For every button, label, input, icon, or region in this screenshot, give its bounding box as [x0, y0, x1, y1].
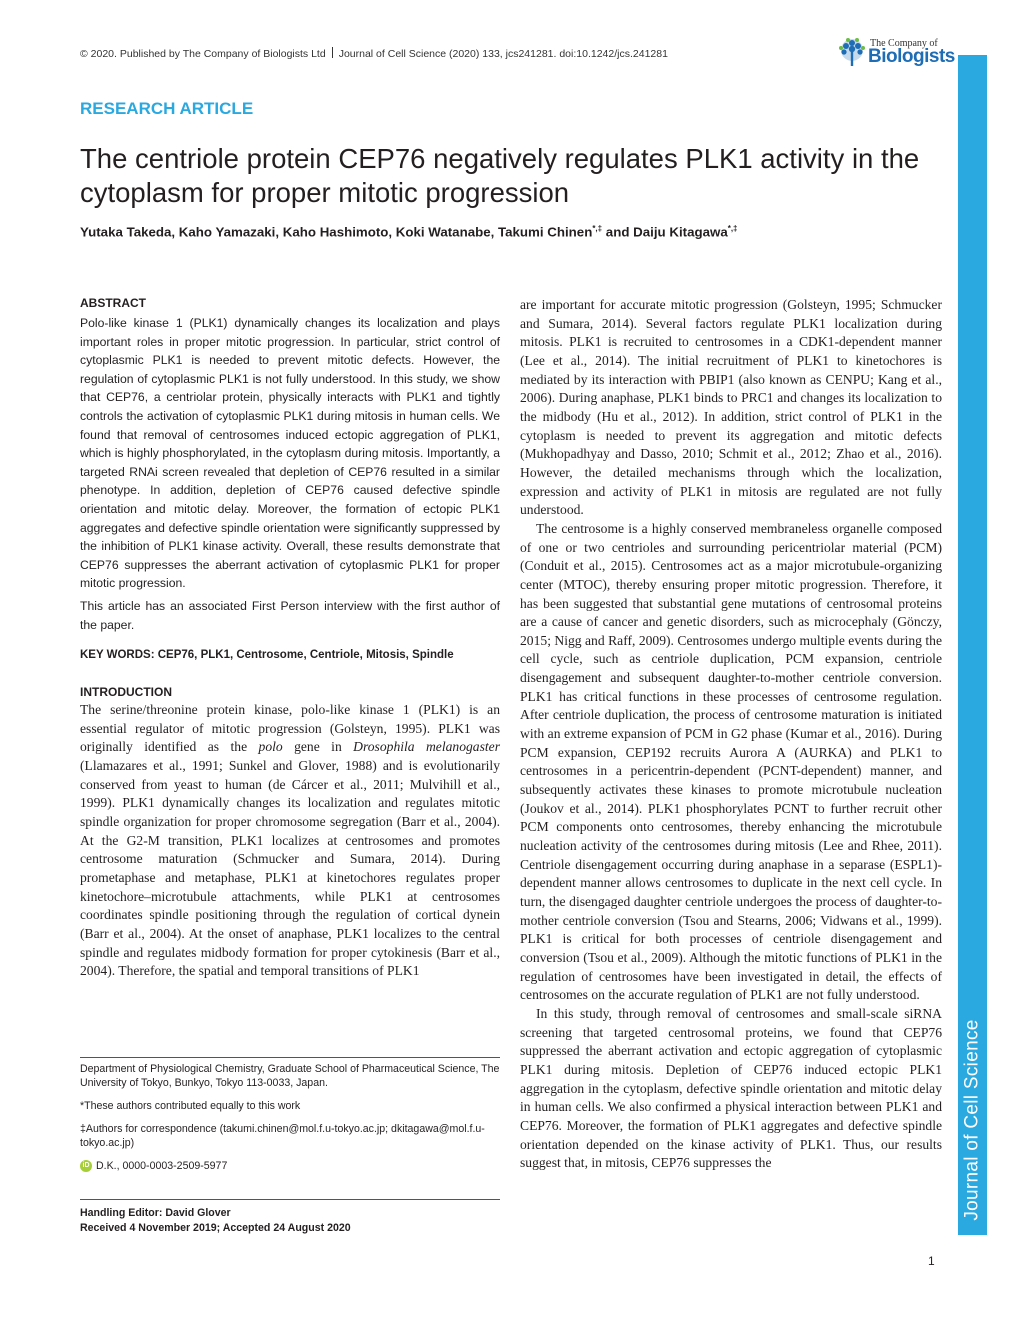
- body-paragraph: In this study, through removal of centrosomes and small-scale siRNA screening that targeted centrosomal proteins, we found that CEP76 suppressed the aberrant activation and ectopic aggregation of cytoplasmic PLK1 during mitosis. Depletion of CEP76 induced ectopic PLK1 aggregation in the cytoplasm, defective spindle orientation and mitotic delay in human cells. We also confirmed a physical interaction between PLK1 and CEP76. Moreover, the formation of PLK1 aggregates and defective spindle orientation depended on the kinase activity of PLK1. Thus, our results suggest that, in mitosis, CEP76 suppresses the: [520, 1005, 942, 1171]
- running-header: [80, 47, 940, 60]
- logo-wordmark: Biologists: [868, 46, 955, 67]
- author-affiliation-mark: *,‡: [727, 224, 738, 233]
- keywords: KEY WORDS: CEP76, PLK1, Centrosome, Centriole, Mitosis, Spindle: [80, 649, 454, 662]
- orcid-link[interactable]: D.K., 0000-0003-2509-5977: [96, 1160, 228, 1172]
- author-affiliation-mark: *,‡: [592, 224, 603, 233]
- abstract-heading: ABSTRACT: [80, 296, 146, 310]
- affiliation: Department of Physiological Chemistry, Graduate School of Pharmaceutical Science, The University of Tokyo, Bunkyo, Tokyo 113-0033, Japan.: [80, 1063, 500, 1089]
- gene-name: polo: [258, 739, 283, 755]
- abstract-section: [80, 296, 500, 661]
- journal-name: Journal of Cell Science: [961, 1019, 983, 1221]
- equal-contribution-note: *These authors contributed equally to this work: [80, 1100, 301, 1112]
- article-title: The centriole protein CEP76 negatively regulates PLK1 activity in the cytoplasm for proper mitotic progression: [80, 143, 920, 208]
- header-separator: [332, 47, 333, 58]
- authors-last: and Daiju Kitagawa: [602, 224, 728, 240]
- right-column: [520, 296, 942, 1173]
- first-person-note: This article has an associated First Person interview with the first author of the paper.: [80, 598, 500, 632]
- publisher-logo: [832, 36, 955, 76]
- authors-text: Yutaka Takeda, Kaho Yamazaki, Kaho Hashimoto, Koki Watanabe, Takumi Chinen: [80, 224, 593, 240]
- received-dates: Received 4 November 2019; Accepted 24 August 2020: [80, 1222, 351, 1234]
- handling-editor: Handling Editor: David Glover: [80, 1207, 231, 1219]
- page-number: 1: [928, 1254, 935, 1268]
- tree-logo-icon: [832, 36, 872, 70]
- footnotes: [80, 1057, 500, 1182]
- species-name: Drosophila melanogaster: [353, 739, 500, 755]
- logo-tagline: The Company of: [870, 38, 938, 49]
- citation-text: Journal of Cell Science (2020) 133, jcs241281. doi:10.1242/jcs.241281: [338, 48, 668, 60]
- journal-side-label: [958, 1015, 987, 1225]
- left-column: [80, 296, 500, 981]
- introduction-heading: INTRODUCTION: [80, 685, 172, 700]
- author-list: [80, 224, 940, 239]
- orcid-row: [80, 1159, 500, 1173]
- body-paragraph: are important for accurate mitotic progression (Golsteyn, 1995; Schmucker and Sumara, 2014). Several factors regulate PLK1 localization during mitosis. PLK1 is recruited to centrosomes in a CDK1-dependent manner (Lee et al., 2014). The initial recruitment of PLK1 to kinetochores is mediated by its interaction with PBIP1 (also known as CENPU; Kang et al., 2006). During anaphase, PLK1 binds to PRC1 and changes its localization to the midbody (Hu et al., 2012). In addition, strict control of PLK1 in the cytoplasm is needed to prevent its aggregation and mitotic defects (Mukhopadhyay and Dasso, 2010; Schmit et al., 2012; Zhao et al., 2016). However, the detailed mechanisms through which the localization, expression and activity of PLK1 in mitosis are regulated are not fully understood.: [520, 297, 942, 518]
- article-type: RESEARCH ARTICLE: [80, 99, 254, 118]
- abstract-text: Polo-like kinase 1 (PLK1) dynamically changes its localization and plays important roles in proper mitotic progression. In particular, strict control of cytoplasmic PLK1 is needed to prevent mitotic defects. However, the regulation of cytoplasmic PLK1 is not fully understood. In this study, we show that CEP76, a centriolar protein, physically interacts with PLK1 and tightly controls the activation of cytoplasmic PLK1 during mitosis in human cells. We found that removal of centrosomes induced ectopic aggregation of PLK1, which is highly phosphorylated, in the cytoplasm during mitosis. Importantly, a targeted RNAi screen revealed that depletion of CEP76 resulted in a similar phenotype. In addition, depletion of CEP76 caused defective spindle orientation and mitotic delay. Moreover, the formation of ectopic PLK1 aggregates and defective spindle orientation were significantly suppressed by the inhibition of PLK1 kinase activity. Overall, these results demonstrate that CEP76 suppresses the aberrant activation of cytoplasmic PLK1 for proper mitotic progression.: [80, 316, 500, 591]
- correspondence-note: ‡Authors for correspondence (takumi.chinen@mol.f.u-tokyo.ac.jp; dkitagawa@mol.f.u-tokyo.ac.jp): [80, 1123, 485, 1149]
- orcid-icon: iD: [80, 1160, 92, 1172]
- copyright-text: © 2020. Published by The Company of Biologists Ltd: [80, 48, 326, 60]
- editorial-info: [80, 1199, 500, 1236]
- body-paragraph: The centrosome is a highly conserved membraneless organelle composed of one or two centrioles and surrounding pericentriolar material (PCM) (Conduit et al., 2015). Centrosomes act as a major microtubule-organizing center (MTOC), thereby ensuring proper mitotic progression. Therefore, it has been suggested that substantial gene mutations of centrosomal proteins are a cause of cancer and genetic disorders, such as microcephaly (Gönczy, 2015; Nigg and Raff, 2009). Centrosomes undergo multiple events during the cell cycle, such as centriole duplication, PCM expansion, centriole disengagement and subsequent daughter-to-mother centriole conversion. PLK1 has critical functions in these processes of centrosome regulation. After centriole duplication, the process of centrosome maturation is initiated with an extreme expansion of PCM in G2 phase (Kumar et al., 2016). During PCM expansion, CEP192 recruits Aurora A (AURKA) and PLK1 to centrosomes in a pericentrin-dependent (PCNT-dependent) manner, and subsequently activates these kinases to promote microtubule nucleation (Joukov et al., 2014). PLK1 phosphorylates PCNT to further recruit other PCM components onto centrosomes, thereby enhancing the microtubule nucleation activity of the centrosomes during mitosis (Lee and Rhee, 2011). Centriole disengagement occurring during anaphase in a separase (ESPL1)-dependent manner allows centrosomes to duplicate in the next cell cycle. In turn, the disengaged daughter centriole undergoes the process of daughter-to-mother centriole conversion (Tsou and Stearns, 2006; Vidwans et al., 1999). PLK1 is critical for both processes of centriole disengagement and conversion (Tsou et al., 2009). Although the mitotic functions of PLK1 in the regulation of centrosomes have been investigated in detail, the effects of centrosomes on the accurate regulation of PLK1 are not fully understood.: [520, 520, 942, 1003]
- introduction-paragraph: The serine/threonine protein kinase, polo-like kinase 1 (PLK1) is an essential regulator of mitotic progression (Golsteyn, 1995). PLK1 was originally identified as the polo gene in Drosophila melanogaster (Llamazares et al., 1991; Sunkel and Glover, 1988) and is evolutionarily conserved from yeast to human (de Cárcer et al., 2011; Mulvihill et al., 1999). PLK1 dynamically changes its localization and regulates mitotic spindle organization for proper chromosome segregation (Barr et al., 2004). At the G2-M transition, PLK1 localizes at centrosomes and promotes centrosome maturation (Schmucker and Sumara, 2014). During prometaphase and metaphase, PLK1 at kinetochores regulates proper kinetochore–microtubule attachments, while PLK1 at centrosomes coordinates spindle positioning through the regulation of cortical dynein (Barr et al., 2004). At the onset of anaphase, PLK1 localizes to the central spindle and regulates midbody formation for proper cytokinesis (Barr et al., 2004). Therefore, the spatial and temporal transitions of PLK1: [80, 702, 500, 979]
